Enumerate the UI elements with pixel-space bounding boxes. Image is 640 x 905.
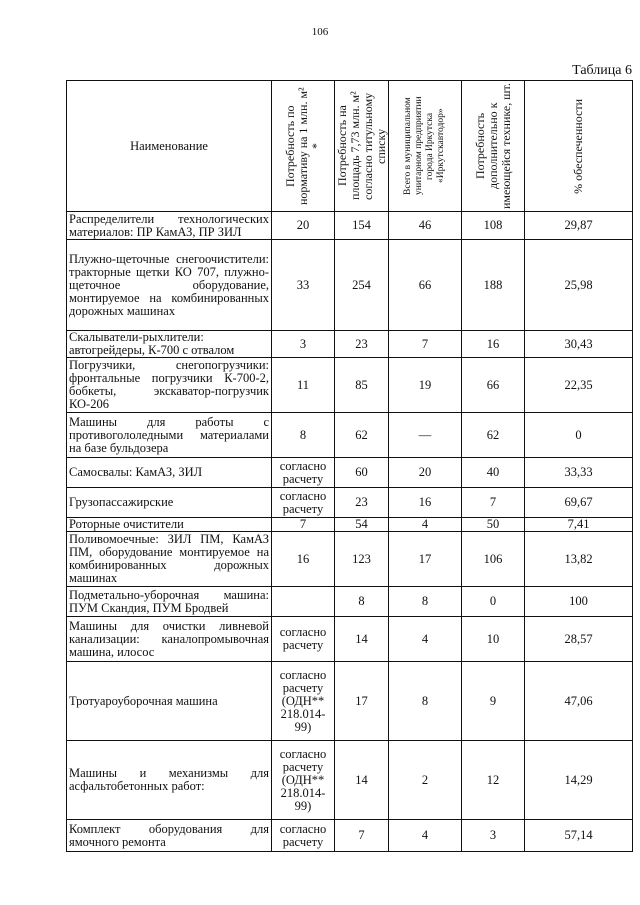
header-extra-text: Потребность дополнительно к имеющейся технике, шт. <box>472 83 513 209</box>
cell-name: Поливомоечные: ЗИЛ ПМ, КамАЗ ПМ, оборудование монтируемое на комбинированных дорожных машинах <box>67 532 272 587</box>
cell-norm: согласно расчету <box>272 820 335 852</box>
table-row <box>67 212 633 240</box>
table-row <box>67 617 633 662</box>
cell-name: Машины и механизмы для асфальтобетонных работ: <box>67 741 272 820</box>
cell-name: Распределители технологических материалов: ПР КамАЗ, ПР ЗИЛ <box>67 212 272 240</box>
cell-name: Погрузчики, снегопогрузчики: фронтальные погрузчики К-700-2, бобкеты, экскаватор-погрузчик КО-206 <box>67 358 272 413</box>
cell-pct: 57,14 <box>525 820 633 852</box>
table-row <box>67 532 633 587</box>
cell-pct: 100 <box>525 587 633 617</box>
cell-pct: 28,57 <box>525 617 633 662</box>
cell-norm: 33 <box>272 240 335 331</box>
header-extra <box>462 81 525 212</box>
cell-name: Скалыватели-рыхлители: автогрейдеры, К-700 с отвалом <box>67 331 272 358</box>
cell-have: 20 <box>389 458 462 488</box>
cell-need: 23 <box>335 331 389 358</box>
table-row <box>67 358 633 413</box>
table-row <box>67 587 633 617</box>
cell-have: 8 <box>389 587 462 617</box>
header-have <box>389 81 462 212</box>
cell-norm: согласно расчету <box>272 458 335 488</box>
cell-need: 62 <box>335 413 389 458</box>
cell-pct: 7,41 <box>525 518 633 532</box>
cell-have: 66 <box>389 240 462 331</box>
cell-have: 4 <box>389 820 462 852</box>
cell-extra: 66 <box>462 358 525 413</box>
cell-need: 7 <box>335 820 389 852</box>
cell-pct: 69,67 <box>525 488 633 518</box>
table-row <box>67 518 633 532</box>
header-need-text: Потребность на площадь 7,73 млн. м² согласно титульному списку <box>334 91 388 201</box>
cell-norm: 16 <box>272 532 335 587</box>
cell-extra: 108 <box>462 212 525 240</box>
header-have-text: Всего в муниципальном унитарном предприятии города Иркутска «Иркутскавтодор» <box>403 96 446 196</box>
header-pct <box>525 81 633 212</box>
header-name: Наименование <box>67 81 272 212</box>
cell-have: — <box>389 413 462 458</box>
cell-extra: 62 <box>462 413 525 458</box>
cell-name: Плужно-щеточные снегоочистители: тракторные щетки КО 707, плужно-щеточное оборудование, монтируемое на комбинированных дорожных машинах <box>67 240 272 331</box>
cell-pct: 47,06 <box>525 662 633 741</box>
page-number: 106 <box>311 26 329 38</box>
header-norm-text: Потребность по нормативу на 1 млн. м² * <box>282 87 323 205</box>
cell-pct: 29,87 <box>525 212 633 240</box>
cell-extra: 50 <box>462 518 525 532</box>
cell-name: Тротуароуборочная машина <box>67 662 272 741</box>
cell-extra: 188 <box>462 240 525 331</box>
table-row <box>67 820 633 852</box>
table-row <box>67 741 633 820</box>
cell-extra: 9 <box>462 662 525 741</box>
cell-need: 54 <box>335 518 389 532</box>
cell-extra: 3 <box>462 820 525 852</box>
cell-have: 8 <box>389 662 462 741</box>
cell-name: Машины для очистки ливневой канализации: каналопромывочная машина, илосос <box>67 617 272 662</box>
cell-name: Подметально-уборочная машина: ПУМ Скандия, ПУМ Бродвей <box>67 587 272 617</box>
cell-need: 85 <box>335 358 389 413</box>
cell-norm: согласно расчету <box>272 488 335 518</box>
cell-norm: 11 <box>272 358 335 413</box>
cell-need: 123 <box>335 532 389 587</box>
header-pct-text: % обеспеченности <box>571 98 585 194</box>
equipment-table <box>66 80 633 852</box>
cell-name: Комплект оборудования для ямочного ремонта <box>67 820 272 852</box>
cell-name: Грузопассажирские <box>67 488 272 518</box>
cell-norm: 8 <box>272 413 335 458</box>
cell-norm: 3 <box>272 331 335 358</box>
cell-norm: 7 <box>272 518 335 532</box>
header-norm <box>272 81 335 212</box>
cell-need: 14 <box>335 741 389 820</box>
cell-norm: согласно расчету (ОДН** 218.014-99) <box>272 662 335 741</box>
cell-have: 16 <box>389 488 462 518</box>
cell-need: 8 <box>335 587 389 617</box>
cell-norm: согласно расчету (ОДН** 218.014-99) <box>272 741 335 820</box>
cell-need: 154 <box>335 212 389 240</box>
cell-pct: 13,82 <box>525 532 633 587</box>
table-row <box>67 413 633 458</box>
cell-extra: 12 <box>462 741 525 820</box>
cell-have: 4 <box>389 617 462 662</box>
cell-extra: 16 <box>462 331 525 358</box>
cell-need: 23 <box>335 488 389 518</box>
table-row <box>67 488 633 518</box>
header-need <box>335 81 389 212</box>
table-row <box>67 240 633 331</box>
cell-pct: 14,29 <box>525 741 633 820</box>
cell-norm: согласно расчету <box>272 617 335 662</box>
cell-pct: 22,35 <box>525 358 633 413</box>
table-row <box>67 458 633 488</box>
cell-need: 60 <box>335 458 389 488</box>
cell-norm: 20 <box>272 212 335 240</box>
cell-pct: 25,98 <box>525 240 633 331</box>
cell-extra: 0 <box>462 587 525 617</box>
cell-have: 19 <box>389 358 462 413</box>
cell-name: Самосвалы: КамАЗ, ЗИЛ <box>67 458 272 488</box>
cell-pct: 33,33 <box>525 458 633 488</box>
cell-need: 17 <box>335 662 389 741</box>
cell-norm <box>272 587 335 617</box>
cell-have: 7 <box>389 331 462 358</box>
cell-extra: 40 <box>462 458 525 488</box>
cell-have: 2 <box>389 741 462 820</box>
table-row <box>67 662 633 741</box>
table-row <box>67 331 633 358</box>
cell-need: 14 <box>335 617 389 662</box>
cell-pct: 0 <box>525 413 633 458</box>
cell-extra: 7 <box>462 488 525 518</box>
table-header-row <box>67 81 633 212</box>
cell-extra: 10 <box>462 617 525 662</box>
table-caption: Таблица 6 <box>572 63 632 78</box>
cell-have: 4 <box>389 518 462 532</box>
cell-pct: 30,43 <box>525 331 633 358</box>
cell-have: 17 <box>389 532 462 587</box>
cell-name: Роторные очистители <box>67 518 272 532</box>
cell-need: 254 <box>335 240 389 331</box>
cell-extra: 106 <box>462 532 525 587</box>
cell-name: Машины для работы с противогололедными материалами на базе бульдозера <box>67 413 272 458</box>
cell-have: 46 <box>389 212 462 240</box>
